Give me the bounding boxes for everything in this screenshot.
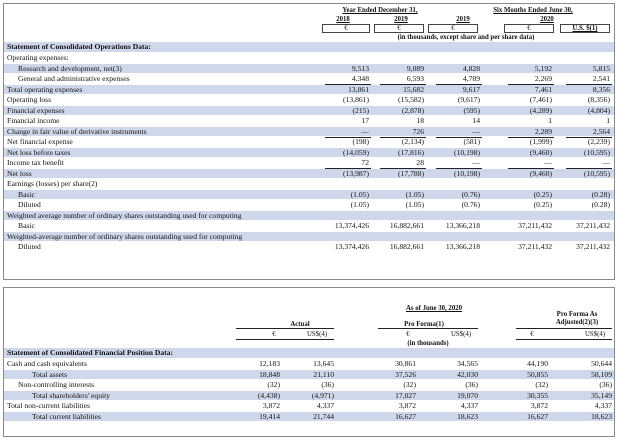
ops-cell: (13,987) [343,168,369,178]
currency-0: € [344,25,348,32]
ops-cell: (2,134) [401,137,424,146]
ops-cell: 2,564 [592,126,610,136]
position-cell: 16,627 [527,411,548,421]
position-cell: (36) [465,380,478,389]
ops-cell: (581) [463,137,480,146]
ops-cell: (0.25) [533,189,552,199]
ops-cell: — [602,158,610,167]
sixmo-2020: 2020 [540,16,554,23]
proforma-adj-header-2: Adjusted(2)(3) [555,319,599,326]
position-cell: 4,337 [460,401,478,410]
ops-cell: 5,192 [534,63,552,73]
as-of-header: As of June 30, 2020 [405,305,463,312]
ops-cell: (0.25) [533,200,552,209]
position-row [4,370,614,380]
actual-header: Actual [290,321,310,328]
ops-row-label: Operating expenses: [7,53,69,62]
ops-row [4,221,614,231]
ops-cell: 37,211,432 [518,242,552,251]
ops-cell: 37,211,432 [518,221,552,230]
ops-cell: (15,582) [398,95,424,104]
ops-cell: (0.76) [461,200,480,209]
ops-cell: (1.05) [350,200,369,209]
ops-row [4,116,614,126]
position-row-label: Total shareholders' equity [32,390,111,400]
ops-cell: 726 [412,126,424,136]
ops-cell: (10,595) [584,147,610,157]
ops-row [4,95,614,105]
position-cell: 4,337 [594,401,612,410]
ops-cell: (1,999) [529,137,552,146]
year-ended-header: Year Ended December 31, [342,7,418,14]
ops-cell: — [361,126,369,136]
financial-position-panel [3,287,615,437]
ops-cell: — [472,158,480,167]
position-cell: (36) [599,380,612,389]
position-section-title: Statement of Consolidated Financial Position Data: [7,348,174,357]
ops-row-label: Total operating expenses [7,84,83,94]
ops-row-label: Financial expenses [7,105,65,115]
ops-row-label: Net financial expense [7,137,73,146]
proforma-header: Pro Forma(1) [404,321,444,328]
ops-row [4,137,614,147]
position-cell: 12,183 [259,359,280,368]
ops-cell: 1 [548,116,552,125]
position-cell: 17,027 [395,390,416,400]
ops-cell: (1.05) [350,189,369,199]
ops-row [4,85,614,95]
ops-cell: (10,198) [454,168,480,178]
currency-1: € [397,25,401,32]
ops-cell: 13,366,218 [445,221,480,230]
units-note: (in thousands, except share and per share data) [397,34,535,41]
ops-cell: 18 [416,116,424,125]
ops-cell: 28 [416,158,424,167]
cur-pf-usd: US$(4) [450,331,471,338]
ops-cell: (198) [352,137,369,146]
position-cell: (4,971) [311,390,334,400]
position-cell: (32) [267,380,280,389]
ops-row-label: Diluted [18,242,41,251]
position-cell: 18,623 [591,411,612,421]
position-row-label: Total assets [32,369,68,379]
ops-cell: 5,815 [592,63,610,73]
position-row [4,380,614,390]
position-row-label: Total non-current liabilities [7,401,90,410]
ops-cell: (17,788) [398,168,424,178]
ops-cell: 2,269 [534,74,552,83]
ops-row [4,200,614,210]
ops-cell: 37,211,432 [576,221,610,230]
position-cell: 30,355 [527,390,548,400]
ops-cell: (13,861) [343,95,369,104]
position-cell: 35,149 [591,390,612,400]
position-cell: 19,070 [457,390,478,400]
ops-cell: (4,804) [587,105,610,115]
ops-cell: — [544,158,552,167]
ops-row-label: Weighted average number of ordinary shares outstanding used for computing [7,210,242,220]
position-cell: 50,855 [527,369,548,379]
ops-cell: (2,239) [587,137,610,146]
ops-row [4,211,614,221]
position-row-label: Non-controlling interests [18,380,95,389]
position-cell: (4,438) [257,390,280,400]
position-cell: 3,872 [398,401,416,410]
position-cell: 3,872 [530,401,548,410]
position-cell: 58,109 [591,369,612,379]
ops-cell: 13,861 [348,84,369,94]
position-units-note: (in thousands) [407,340,449,347]
ops-row [4,242,614,252]
ops-cell: 9,089 [406,63,424,73]
operations-section-title-row [4,42,614,52]
ops-cell: (9,460) [529,168,552,178]
ops-cell: 2,289 [534,126,552,136]
ops-row [4,158,614,168]
position-cell: 50,644 [591,359,612,368]
ops-cell: (10,198) [454,147,480,157]
ops-row-label: Change in fair value of derivative instruments [7,126,147,136]
position-row-label: Total current liabilities [32,411,102,421]
ops-cell: 14 [472,116,480,125]
position-row [4,391,614,401]
ops-row [4,53,614,63]
ops-cell: 6,593 [406,74,424,83]
position-section-title-row [4,348,614,358]
position-row [4,412,614,422]
position-row [4,401,614,411]
ops-cell: (1.05) [405,189,424,199]
ops-cell: 16,882,661 [389,242,424,251]
ops-cell: (9,617) [457,95,480,104]
ops-row-label: Operating loss [7,95,52,104]
ops-cell: (0.76) [461,189,480,199]
currency-3: € [527,25,531,32]
ops-row-label: Research and development, net(3) [18,63,122,73]
proforma-adj-header-1: Pro Forma As [556,311,598,318]
position-cell: 44,190 [527,359,548,368]
position-cell: 19,414 [259,411,280,421]
ops-cell: 13,374,426 [334,221,369,230]
ops-row-label: Basic [18,189,35,199]
year-2018: 2018 [336,16,350,23]
position-cell: (32) [535,380,548,389]
ops-row-label: Net loss [7,168,32,178]
operations-section-title: Statement of Consolidated Operations Data: [7,42,151,51]
currency-2: € [451,25,455,32]
position-cell: 42,030 [457,369,478,379]
position-cell: 21,110 [313,369,334,379]
ops-row-label: Income tax benefit [7,158,64,167]
ops-cell: 7,461 [534,84,552,94]
ops-cell: 1 [606,116,610,125]
ops-cell: (8,356) [587,95,610,104]
ops-cell: 72 [361,158,369,167]
position-row [4,359,614,369]
ops-cell: (0.28) [591,189,610,199]
ops-cell: 37,211,432 [576,242,610,251]
position-cell: 3,872 [262,401,280,410]
cur-actual-usd: US$(4) [306,331,327,338]
position-cell: 16,627 [395,411,416,421]
ops-row [4,127,614,137]
ops-cell: 2,541 [592,74,610,83]
position-cell: 4,337 [316,401,334,410]
position-cell: 37,526 [395,369,416,379]
ops-cell: 4,828 [462,63,480,73]
ops-cell: 4,789 [462,74,480,83]
ops-cell: 16,882,661 [389,221,424,230]
ops-cell: (14,059) [343,147,369,157]
ops-row-label: Earnings (losses) per share(2) [7,179,98,188]
ops-cell: 13,366,218 [445,242,480,251]
position-cell: (32) [403,380,416,389]
ops-row [4,190,614,200]
position-cell: 30,861 [395,359,416,368]
ops-row-label: Basic [18,221,35,230]
position-row-label: Cash and cash equivalents [7,359,87,368]
position-cell: 21,744 [313,411,334,421]
position-cell: 13,645 [313,359,334,368]
ops-row [4,74,614,84]
position-cell: 18,623 [457,411,478,421]
ops-row [4,64,614,74]
ops-cell: (595) [463,105,480,115]
operations-table-panel [3,3,615,280]
position-cell: (36) [321,380,334,389]
ops-row [4,232,614,242]
position-cell: 18,848 [259,369,280,379]
six-months-header: Six Months Ended June 30, [493,7,573,14]
ops-cell: 9,617 [462,84,480,94]
ops-cell: 13,374,426 [334,242,369,251]
ops-cell: 17 [361,116,369,125]
ops-cell: (4,289) [529,105,552,115]
ops-row-label: Weighted-average number of ordinary shares outstanding used for computing [7,231,243,241]
ops-cell: (9,460) [529,147,552,157]
ops-row [4,106,614,116]
ops-row-label: Diluted [18,200,41,209]
ops-row-label: Net loss before taxes [7,147,71,157]
ops-cell: (17,816) [398,147,424,157]
ops-cell: (10,595) [584,168,610,178]
year-2019: 2019 [394,16,408,23]
cur-pfa-usd: US$(4) [584,331,605,338]
ops-cell: 15,682 [403,84,424,94]
cur-pf-eur: € [406,331,410,338]
ops-cell: 8,356 [592,84,610,94]
ops-row-label: General and administrative expenses [18,74,130,83]
ops-cell: (2,878) [401,105,424,115]
ops-row [4,169,614,179]
ops-cell: (215) [352,105,369,115]
currency-4: U.S. $(1) [572,25,598,32]
sixmo-2019: 2019 [456,16,470,23]
ops-cell: (0.28) [591,200,610,209]
ops-row [4,179,614,189]
ops-cell: (7,461) [529,95,552,104]
ops-cell: (1.05) [405,200,424,209]
position-cell: 34,565 [457,359,478,368]
ops-row-label: Financial income [7,116,60,125]
ops-cell: — [472,126,480,136]
cur-actual-eur: € [272,331,276,338]
cur-pfa-eur: € [530,331,534,338]
ops-row [4,148,614,158]
ops-cell: 4,348 [351,74,369,83]
ops-cell: 9,513 [351,63,369,73]
